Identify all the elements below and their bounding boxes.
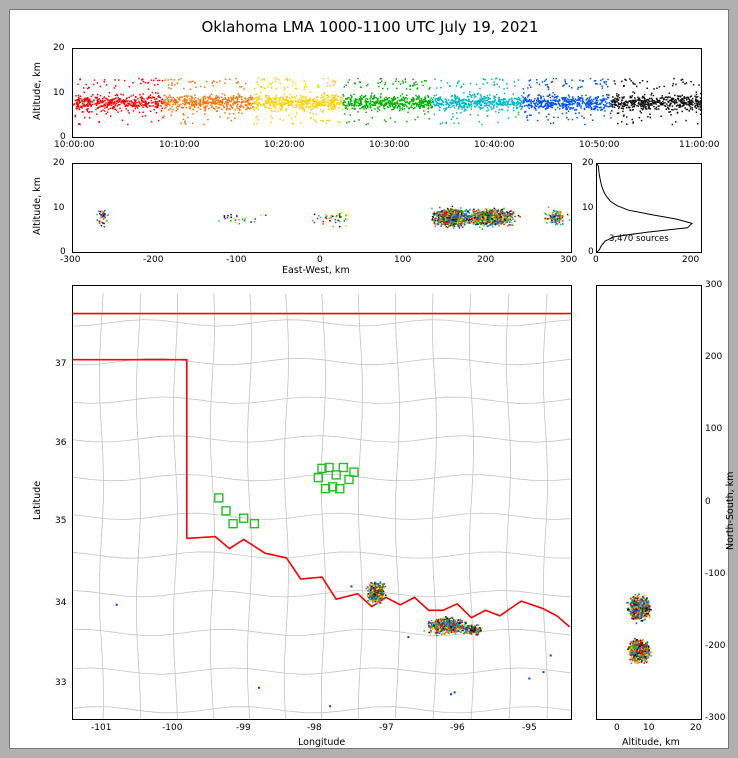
ew-xtick-3: 0 [317,255,323,265]
ew-xtick-2: -100 [226,255,247,265]
ew-ytick-0: 0 [60,247,66,257]
lon-tick-95: -95 [522,723,537,733]
time-height-xtick-0: 10:00:00 [54,140,95,150]
lat-tick-33: 33 [55,678,67,688]
hist-ytick-10: 10 [582,203,594,213]
hist-ytick-0: 0 [588,247,594,257]
panel-time-height [72,48,702,138]
ns-tick-200: 200 [705,352,723,362]
lat-tick-35: 35 [55,516,67,526]
ew-xtick-1: -200 [143,255,164,265]
lon-tick-97: -97 [379,723,394,733]
time-height-ytick-20: 20 [53,43,65,53]
panel-altitude-histogram [596,163,702,253]
time-height-xtick-6: 11:00:00 [679,140,720,150]
eastwest-height-ylabel: Altitude, km [32,177,43,235]
ns-tick-0: 0 [705,497,711,507]
ns-xtick-0: 0 [614,723,620,733]
lon-tick-96: -96 [450,723,465,733]
ew-ytick-20: 20 [53,158,65,168]
time-height-xtick-3: 10:30:00 [369,140,410,150]
ns-tick-m300: -300 [705,713,726,723]
lon-tick-101: -101 [91,723,112,733]
figure-canvas [9,9,736,749]
plan-view-xlabel: Longitude [298,737,346,748]
northsouth-altitude-scatter [597,286,701,719]
time-height-xtick-4: 10:40:00 [474,140,515,150]
ns-tick-100: 100 [705,424,723,434]
ew-xtick-4: 100 [394,255,412,265]
northsouth-altitude-xlabel: Altitude, km [622,737,680,748]
time-height-ytick-10: 10 [53,88,65,98]
lat-tick-37: 37 [55,359,67,369]
lon-tick-99: -99 [236,723,251,733]
map-plan-view [73,286,571,719]
ns-tick-m100: -100 [705,569,726,579]
time-height-xtick-2: 10:20:00 [264,140,305,150]
ew-xtick-6: 300 [560,255,578,265]
hist-xtick-0: 0 [593,255,599,265]
ns-xtick-20: 20 [690,723,702,733]
ns-xtick-10: 10 [643,723,655,733]
time-height-ylabel: Altitude, km [32,62,43,120]
panel-plan-view [72,285,572,720]
time-height-scatter [73,49,701,137]
lat-tick-36: 36 [55,438,67,448]
histogram-source-count: 3,470 sources [609,234,669,244]
time-height-xtick-5: 10:50:00 [579,140,620,150]
hist-ytick-20: 20 [582,158,594,168]
eastwest-height-scatter [73,164,571,252]
lon-tick-98: -98 [307,723,322,733]
page-title: Oklahoma LMA 1000-1100 UTC July 19, 2021 [201,18,539,36]
plan-view-ylabel: Latitude [32,480,43,520]
eastwest-height-xlabel: East-West, km [282,265,350,276]
time-height-ytick-0: 0 [60,132,66,142]
ns-tick-m200: -200 [705,641,726,651]
ew-ytick-10: 10 [53,203,65,213]
panel-northsouth-altitude [596,285,702,720]
hist-xtick-200: 200 [682,255,700,265]
northsouth-axis-label: North-South, km [725,471,736,550]
ns-tick-300: 300 [705,280,723,290]
time-height-xtick-1: 10:10:00 [159,140,200,150]
panel-eastwest-height [72,163,572,253]
ew-xtick-0: -300 [60,255,81,265]
lat-tick-34: 34 [55,598,67,608]
ew-xtick-5: 200 [477,255,495,265]
lon-tick-100: -100 [162,723,183,733]
